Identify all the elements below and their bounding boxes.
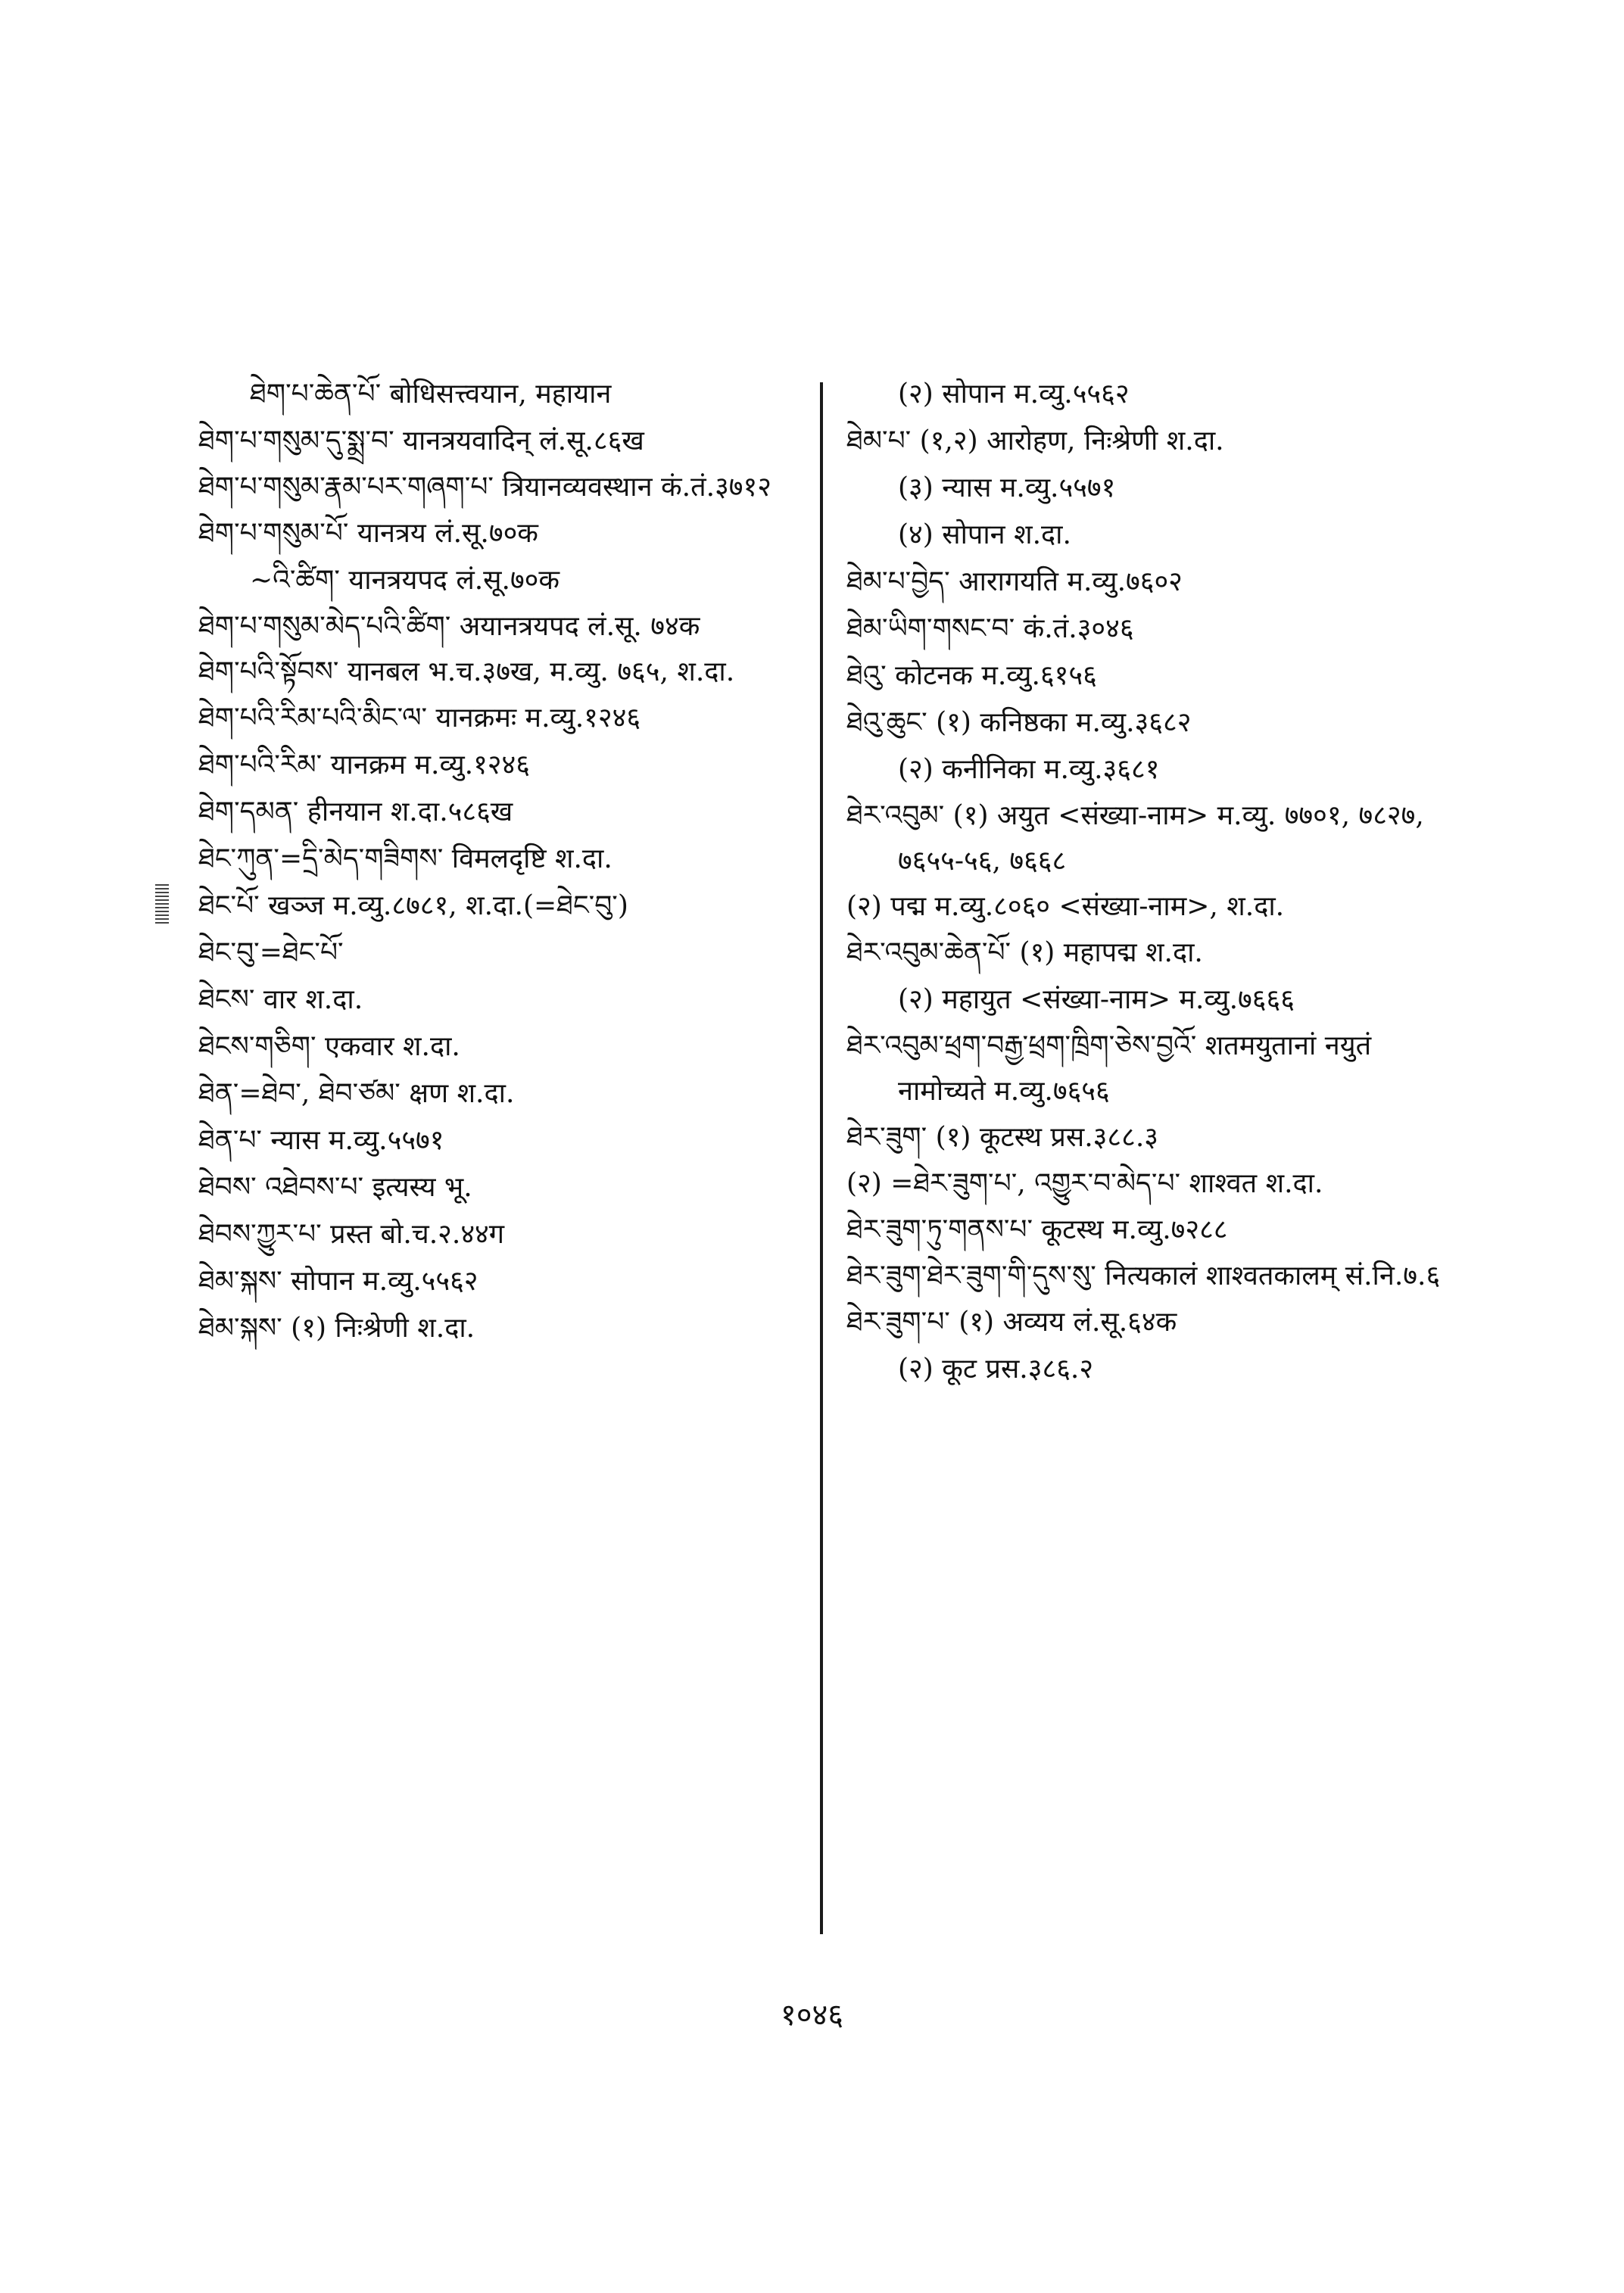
- dictionary-entry: (४) सोपान श.दा.: [898, 519, 1071, 550]
- dictionary-entry: ཐེངས་ वार श.दा.: [198, 984, 363, 1015]
- dictionary-entry: ཐེར་ཟུག་ཏུ་གནས་པ་ कूटस्थ म.व्यु.७२८८: [846, 1214, 1228, 1245]
- dictionary-entry: ཐེག་པ་ཆེན་པོ་ बोधिसत्त्वयान, महायान: [250, 379, 612, 410]
- dictionary-entry: (२) कूट प्रस.३८६.२: [898, 1354, 1094, 1385]
- dictionary-entry: ཐེར་ཟུག་ཐེར་ཟུག་གི་དུས་སུ་ नित्यकालं शाश्वतकालम् सं.नि.७.६: [846, 1260, 1441, 1291]
- dictionary-entry: (२) सोपान म.व्यु.५५६२: [898, 379, 1130, 410]
- dictionary-entry: (२) महायुत <संख्या-नाम> म.व्यु.७६६६: [898, 984, 1295, 1015]
- dictionary-entry: ཐེར་འབུམ་ (१) अयुत <संख्या-नाम> म.व्यु. ७७०१, ७८२७, ७६५५-५६, ७६६८: [846, 800, 1424, 877]
- dictionary-entry: ཐེན་པ་ न्यास म.व्यु.५५७१: [198, 1125, 444, 1156]
- dictionary-entry: ཐེག་དམན་ हीनयान श.दा.५८६ख: [198, 796, 513, 827]
- dictionary-entry: ཐེབས་ཀྱུར་པ་ प्रस्त बो.च.२.४४ग: [198, 1219, 505, 1250]
- dictionary-entry: ཐེབས་ འཐེབས་པ་ इत्यस्य भू.: [198, 1172, 472, 1203]
- dictionary-entry: ~འི་ཚིག་ यानत्रयपद लं.सू.७०क: [250, 565, 560, 596]
- dictionary-entry: ཐེའུ་ཆུང་ (१) कनिष्ठका म.व्यु.३६८२: [846, 707, 1192, 738]
- dictionary-entry: (२) कनीनिका म.व्यु.३६८१: [898, 754, 1160, 785]
- dictionary-entry: ཐེངས་གཅིག་ एकवार श.दा.: [198, 1031, 460, 1062]
- dictionary-entry: (२) =ཐེར་ཟུག་པ་, འགྱུར་བ་མེད་པ་ शाश्वत श.दा.: [846, 1168, 1323, 1199]
- dictionary-entry: ཐེག་པའི་རིམ་ यानक्रम म.व्यु.१२४६: [198, 749, 530, 780]
- dictionary-entry: ཐེའུ་ कोटनक म.व्यु.६१५६: [846, 660, 1097, 691]
- dictionary-entry: ཐེམ་སྐས་ (१) निःश्रेणी श.दा.: [198, 1313, 475, 1344]
- dictionary-entry: ཐེར་འབུམ་ཆེན་པོ་ (१) महापद्म श.दा.: [846, 937, 1203, 968]
- dictionary-entry: ཐེམ་པ་བྱེད་ आरागयति म.व्यु.७६०२: [846, 566, 1183, 597]
- dictionary-entry: ཐེག་པའི་སྟོབས་ यानबल भ.च.३७ख, म.व्यु. ७६५, श.दा.: [198, 656, 735, 687]
- dictionary-entry: (३) न्यास म.व्यु.५५७१: [898, 472, 1116, 503]
- dictionary-entry: ཐེར་ཟུག་པ་ (१) अव्यय लं.सू.६४क: [846, 1307, 1177, 1338]
- dictionary-entry: ཐེན་=ཐེབ་, ཐེབ་ཙམ་ क्षण श.दा.: [198, 1078, 515, 1109]
- column-divider: [820, 382, 823, 1934]
- page-number: १०४६: [780, 1998, 844, 2033]
- dictionary-entry: ཐེག་པའི་རིམ་པའི་མིང་ལ་ यानक्रमः म.व्यु.१२४६: [198, 703, 641, 734]
- dictionary-entry: (२) पद्म म.व्यु.८०६० <संख्या-नाम>, श.दा.: [846, 891, 1285, 922]
- left-column: [198, 371, 804, 1352]
- margin-scan-mark: [155, 884, 169, 924]
- dictionary-entry: ཐེག་པ་གསུམ་རྣམ་པར་གཞག་པ་ त्रियानव्यवस्थान कं.तं.३७१२: [198, 472, 771, 503]
- dictionary-entry: ཐེག་པ་གསུམ་པོ་ यानत्रय लं.सू.७०क: [198, 518, 538, 549]
- dictionary-entry: ཐེམ་ཡིག་གསང་བ་ कं.तं.३०४६: [846, 613, 1134, 644]
- dictionary-entry: ཐེར་ཟུག་ (१) कूटस्थ प्रस.३८८.३: [846, 1122, 1159, 1153]
- dictionary-entry: ཐེམ་པ་ (१,२) आरोहण, निःश्रेणी श.दा.: [846, 425, 1224, 456]
- dictionary-entry: ཐེང་ཀུན་=དྲི་མེད་གཟིགས་ विमलदृष्टि श.दा.: [198, 843, 613, 874]
- dictionary-entry: ཐེམ་སྐས་ सोपान म.व्यु.५५६२: [198, 1266, 478, 1297]
- dictionary-entry: ཐེང་བུ་=ཐེང་པོ་: [198, 937, 344, 968]
- dictionary-entry: ཐེར་འབུམ་ཕྲག་བརྒྱ་ཕྲག་ཁྲིག་ཅེས་བྱའོ་ शतमयुतानां नयुतं नामोच्यते म.व्यु.७६५६: [846, 1030, 1372, 1107]
- right-column: [846, 371, 1445, 1393]
- dictionary-entry: ཐེག་པ་གསུམ་དུ་སྨྲ་བ་ यानत्रयवादिन् लं.सू.८६ख: [198, 425, 644, 456]
- dictionary-entry: ཐེང་པོ་ खञ्ज म.व्यु.८७८१, श.दा.(=ཐེང་བུ་): [198, 890, 628, 921]
- dictionary-entry: ཐེག་པ་གསུམ་མེད་པའི་ཚིག་ अयानत्रयपद लं.सू. ७४क: [198, 611, 700, 642]
